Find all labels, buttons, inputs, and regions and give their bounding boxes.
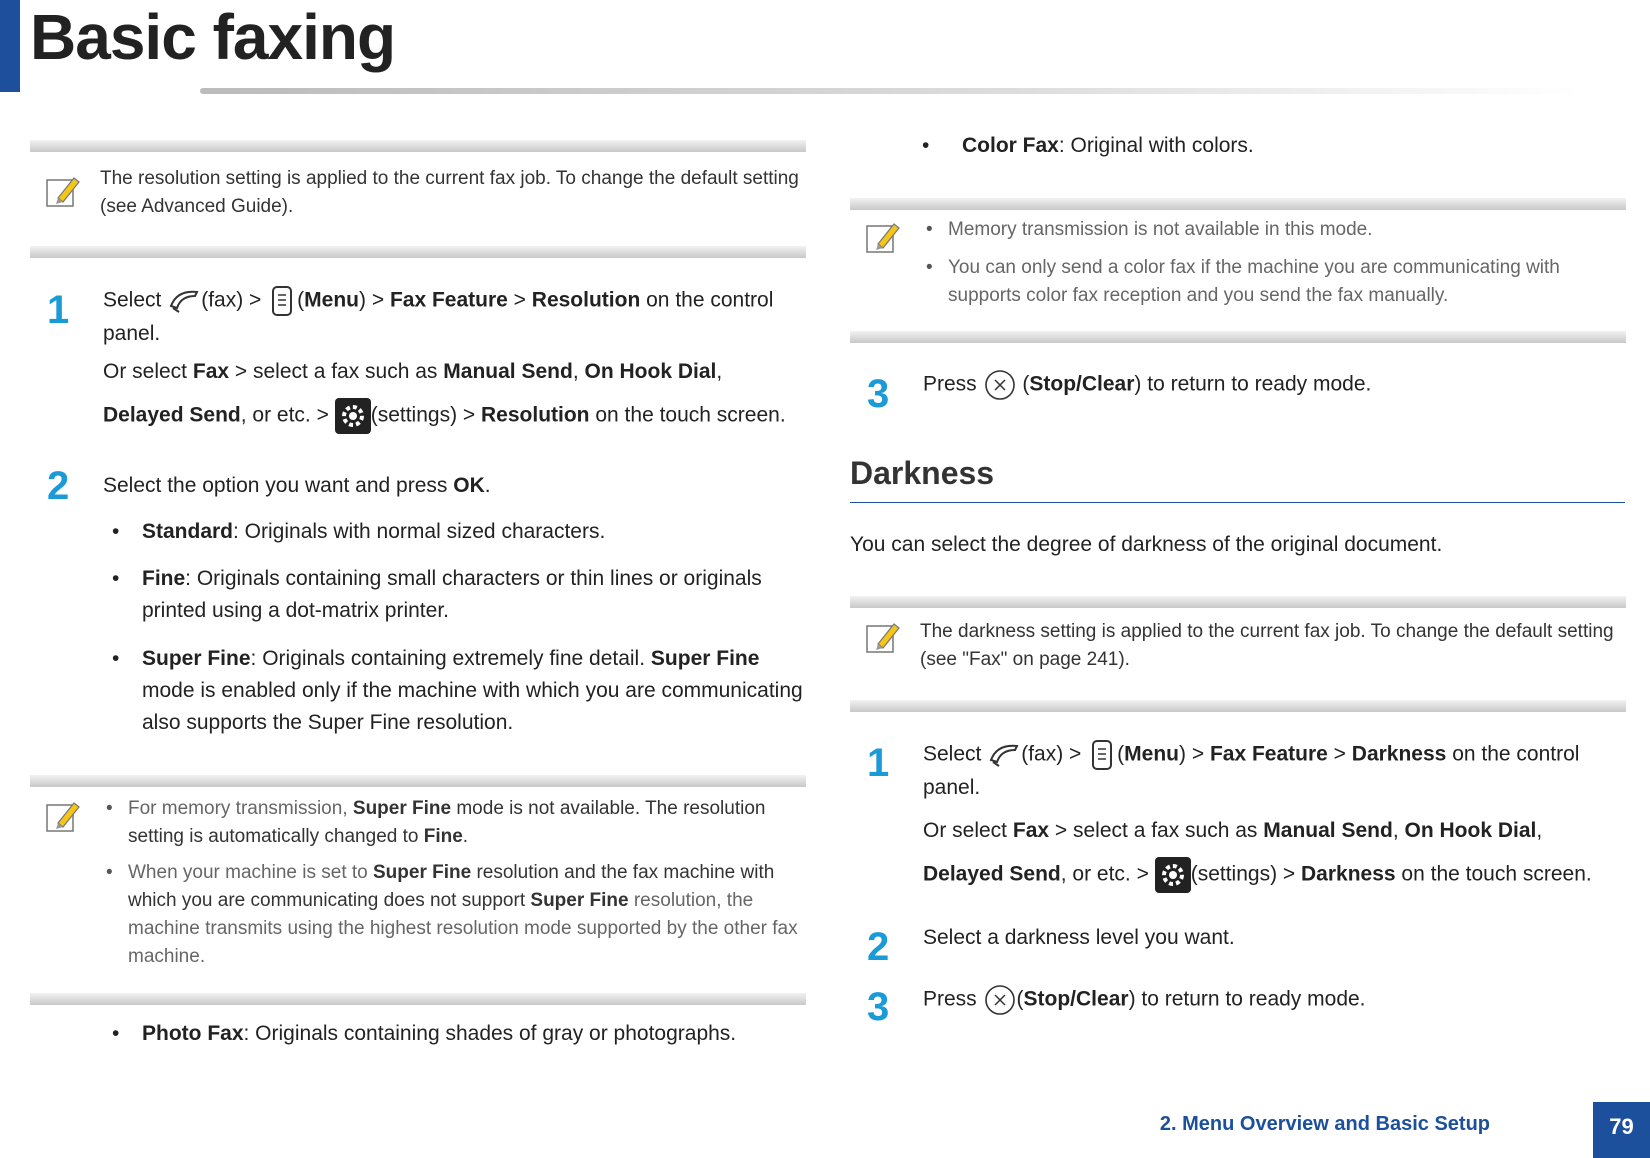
menu-icon: [267, 284, 297, 318]
list-item: • Color Fax: Original with colors.: [922, 134, 1254, 157]
note-list-item: • For memory transmission, Super Fine mode is not available. The resolution setting is automatically changed to Fine.: [100, 795, 806, 851]
menu-icon: [1087, 738, 1117, 772]
pencil-note-icon: [864, 218, 902, 256]
note-resolution-default: [30, 140, 806, 258]
stop-clear-icon: [983, 368, 1017, 402]
title-accent-bar: [0, 0, 20, 92]
pencil-note-icon: [44, 797, 82, 835]
list-item: • Fine: Originals containing small characters or thin lines or originals printed using a dot-matrix printer.: [112, 567, 762, 622]
page-number: 79: [1593, 1102, 1650, 1158]
fax-icon: [167, 286, 201, 316]
step-number: 1: [47, 288, 70, 332]
step-number: 3: [867, 985, 890, 1029]
note-text: The darkness setting is applied to the current fax job. To change the default setting (see "Fax" on page 241).: [920, 621, 1614, 670]
step-number: 1: [867, 741, 890, 785]
note-list-item: • When your machine is set to Super Fine resolution and the fax machine with which you are communicating does not support Super Fine resolution, the machine transmits using the highest resolution mode supported by the other fax machine.: [100, 859, 806, 971]
settings-gear-icon: [335, 398, 371, 434]
darkness-step-1-alt-text: Or select Fax > select a fax such as Manual Send, On Hook Dial,: [923, 819, 1543, 842]
pencil-note-icon: [44, 172, 82, 210]
step-number: 2: [47, 464, 70, 508]
darkness-step-2-text: Select a darkness level you want.: [923, 926, 1235, 949]
step-2-text: Select the option you want and press OK.: [103, 474, 491, 497]
list-item: • Standard: Originals with normal sized characters.: [112, 520, 606, 543]
section-heading-darkness: Darkness: [850, 455, 995, 491]
settings-gear-icon: [1155, 857, 1191, 893]
list-item: • Super Fine: Originals containing extremely fine detail. Super Fine mode is enabled only if the machine with which you are communicating also supports the Super Fine resolution.: [112, 647, 803, 734]
step-1-alt-text-2: Delayed Send, or etc. > (settings) > Resolution on the touch screen.: [103, 398, 823, 434]
heading-rule: [850, 502, 1625, 503]
note-text: The resolution setting is applied to the current fax job. To change the default setting (see Advanced Guide).: [100, 168, 799, 217]
note-color-fax: [850, 198, 1626, 343]
step-1-alt-text: Or select Fax > select a fax such as Manual Send, On Hook Dial,: [103, 360, 723, 383]
title-rule: [200, 88, 1580, 94]
fax-icon: [987, 740, 1021, 770]
stop-clear-icon: [983, 983, 1017, 1017]
darkness-step-1-alt-text-2: Delayed Send, or etc. > (settings) > Darkness on the touch screen.: [923, 857, 1643, 893]
step-number: 3: [867, 372, 890, 416]
list-item: • Photo Fax: Originals containing shades of gray or photographs.: [112, 1022, 737, 1045]
note-list-item: • You can only send a color fax if the machine you are communicating with supports color fax reception and you send the fax manually.: [920, 254, 1626, 310]
pencil-note-icon: [864, 618, 902, 656]
step-1-text: Select (fax) > (Menu) > Fax Feature > Resolution on the control panel.: [103, 284, 809, 350]
page-title: Basic faxing: [30, 1, 396, 73]
darkness-step-1-text: Select (fax) > (Menu) > Fax Feature > Darkness on the control panel.: [923, 738, 1628, 804]
darkness-intro: You can select the degree of darkness of the original document.: [850, 533, 1443, 556]
darkness-step-3-text: Press (Stop/Clear) to return to ready mode.: [923, 983, 1623, 1017]
footer-section-label: 2. Menu Overview and Basic Setup: [1159, 1113, 1490, 1135]
note-super-fine: [30, 775, 806, 1005]
note-darkness-default: [850, 596, 1626, 712]
step-3-text: Press (Stop/Clear) to return to ready mode.: [923, 368, 1623, 402]
step-number: 2: [867, 925, 890, 969]
note-list-item: • Memory transmission is not available in this mode.: [920, 216, 1626, 244]
